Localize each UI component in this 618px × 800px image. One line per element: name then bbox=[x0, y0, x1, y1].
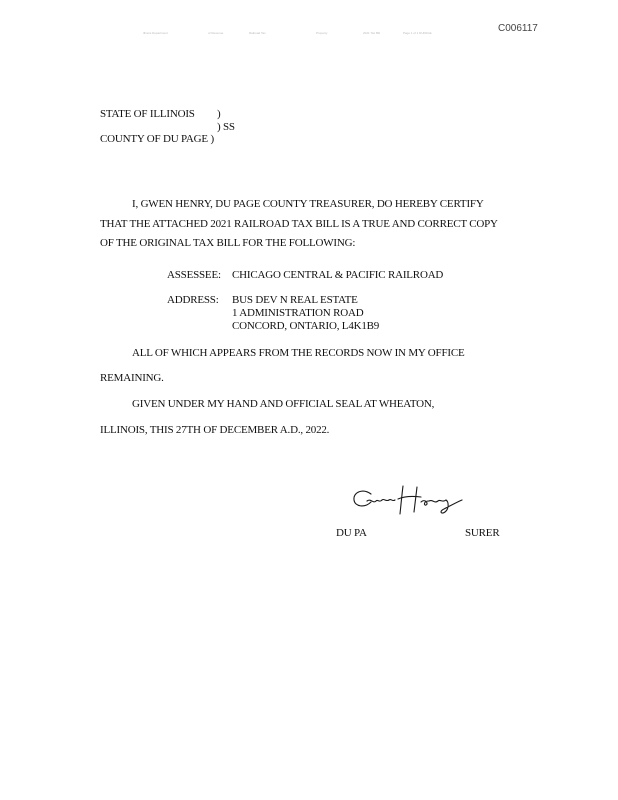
assessee-value: CHICAGO CENTRAL & PACIFIC RAILROAD bbox=[232, 269, 444, 281]
venue-state: STATE OF ILLINOIS bbox=[100, 108, 195, 120]
faint-header-text: Page 1 of 1 DUPAGE bbox=[403, 31, 432, 35]
address-line-1: BUS DEV N REAL ESTATE bbox=[232, 294, 358, 306]
given-line-1: GIVEN UNDER MY HAND AND OFFICIAL SEAL AT WHEATON, bbox=[132, 398, 435, 410]
address-line-3: CONCORD, ONTARIO, L4K1B9 bbox=[232, 320, 380, 332]
signature-title-left: DU PA bbox=[336, 527, 367, 539]
faint-header-text: Property bbox=[316, 31, 328, 35]
document-id: C006117 bbox=[498, 23, 538, 34]
faint-header-text: 2021 Tax Bill bbox=[363, 31, 380, 35]
records-line-2: REMAINING. bbox=[100, 372, 164, 384]
certify-line-1: I, GWEN HENRY, DU PAGE COUNTY TREASURER, DO HEREBY CERTIFY bbox=[132, 198, 484, 210]
faint-header-text: Railroad Tax bbox=[249, 31, 266, 35]
faint-header-text: of Revenue bbox=[208, 31, 224, 35]
signature-title-right: SURER bbox=[465, 527, 500, 539]
assessee-label: ASSESSEE: bbox=[167, 269, 221, 281]
venue-county: COUNTY OF DU PAGE ) bbox=[100, 133, 214, 145]
address-label: ADDRESS: bbox=[167, 294, 219, 306]
certify-line-2: THAT THE ATTACHED 2021 RAILROAD TAX BILL IS A TRUE AND CORRECT COPY bbox=[100, 218, 498, 230]
venue-ss: ) SS bbox=[217, 121, 235, 133]
address-line-2: 1 ADMINISTRATION ROAD bbox=[232, 307, 364, 319]
faint-header-text: Illinois Department bbox=[143, 31, 168, 35]
handwritten-signature bbox=[345, 482, 470, 522]
given-line-2: ILLINOIS, THIS 27TH OF DECEMBER A.D., 2022. bbox=[100, 424, 330, 436]
venue-paren: ) bbox=[217, 108, 221, 120]
records-line-1: ALL OF WHICH APPEARS FROM THE RECORDS NOW IN MY OFFICE bbox=[132, 347, 465, 359]
certify-line-3: OF THE ORIGINAL TAX BILL FOR THE FOLLOWING: bbox=[100, 237, 356, 249]
